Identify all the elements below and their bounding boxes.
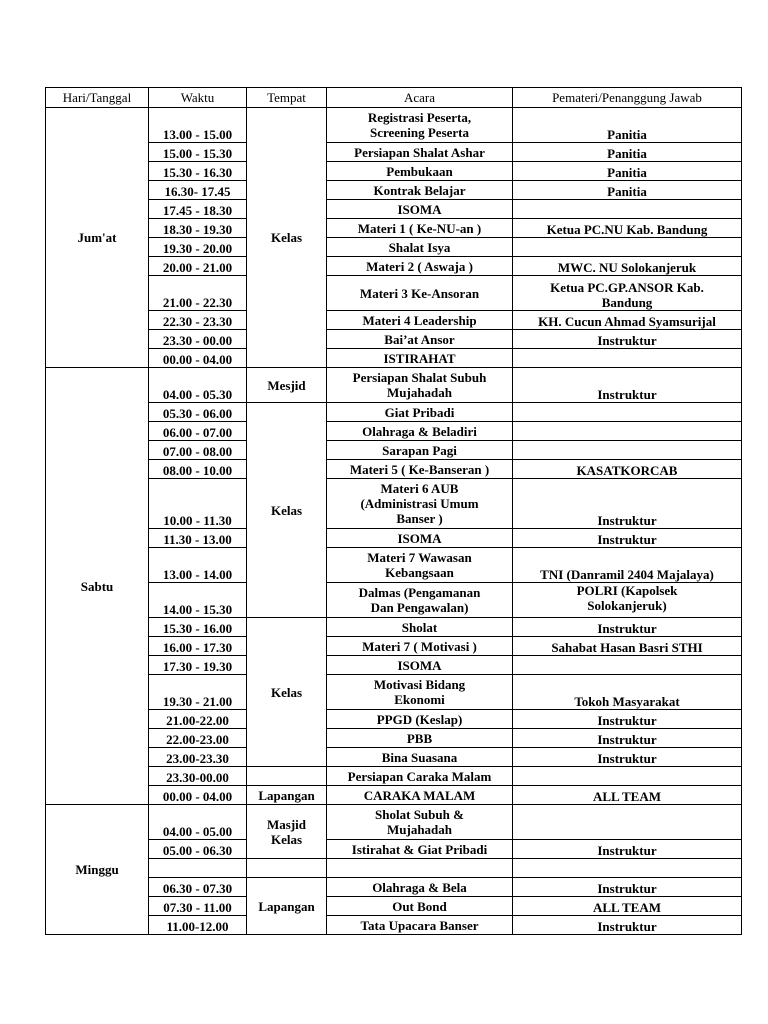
cell-text: Materi 2 ( Aswaja ) bbox=[366, 258, 473, 274]
cell-text: KASATKORCAB bbox=[576, 463, 678, 478]
place-kelas: Kelas bbox=[247, 403, 327, 618]
pemateri-cell bbox=[513, 403, 742, 422]
cell-text: TNI (Danramil 2404 Majalaya) bbox=[540, 567, 714, 582]
cell-text: KH. Cucun Ahmad Syamsurijal bbox=[538, 314, 716, 329]
waktu-cell: 15.30 - 16.00 bbox=[149, 618, 247, 637]
header-row bbox=[46, 88, 742, 108]
place-kelas: Kelas bbox=[247, 108, 327, 368]
header-waktu: Waktu bbox=[149, 88, 247, 108]
cell-text: Instruktur bbox=[597, 532, 657, 547]
table-row bbox=[46, 238, 742, 257]
waktu-cell: 22.00-23.00 bbox=[149, 729, 247, 748]
pemateri-cell bbox=[513, 840, 742, 859]
pemateri-cell bbox=[513, 548, 742, 583]
table-row bbox=[46, 403, 742, 422]
table-row bbox=[46, 710, 742, 729]
acara-cell bbox=[327, 675, 513, 710]
waktu-cell: 19.30 - 20.00 bbox=[149, 238, 247, 257]
table-row bbox=[46, 162, 742, 181]
acara-cell bbox=[327, 748, 513, 767]
waktu-cell: 17.30 - 19.30 bbox=[149, 656, 247, 675]
table-row bbox=[46, 675, 742, 710]
cell-text: Istirahat & Giat Pribadi bbox=[351, 841, 488, 857]
cell-text: Panitia bbox=[607, 184, 647, 199]
cell-text: Panitia bbox=[607, 127, 647, 142]
pemateri-cell bbox=[513, 460, 742, 479]
waktu-cell: 07.30 - 11.00 bbox=[149, 897, 247, 916]
acara-cell bbox=[327, 441, 513, 460]
waktu-cell: 23.00-23.30 bbox=[149, 748, 247, 767]
acara-cell bbox=[327, 162, 513, 181]
cell-text: Mujahadah bbox=[386, 822, 453, 837]
cell-text: Banser ) bbox=[396, 511, 443, 526]
cell-text: Olahraga & Beladiri bbox=[362, 423, 477, 439]
pemateri-cell bbox=[513, 805, 742, 840]
acara-cell bbox=[327, 330, 513, 349]
table-row bbox=[46, 786, 742, 805]
cell-text: Instruktur bbox=[597, 732, 657, 747]
acara-cell bbox=[327, 916, 513, 935]
table-row bbox=[46, 311, 742, 330]
cell-text: Instruktur bbox=[597, 621, 657, 636]
cell-text: Ketua PC.GP.ANSOR Kab. bbox=[550, 280, 704, 295]
waktu-cell: 00.00 - 04.00 bbox=[149, 786, 247, 805]
table-row bbox=[46, 257, 742, 276]
place-mesjid: Mesjid bbox=[247, 368, 327, 403]
waktu-cell: 13.00 - 14.00 bbox=[149, 548, 247, 583]
table-row bbox=[46, 840, 742, 859]
acara-cell bbox=[327, 181, 513, 200]
pemateri-cell bbox=[513, 859, 742, 878]
cell-text: Dan Pengawalan) bbox=[370, 600, 469, 615]
waktu-cell: 10.00 - 11.30 bbox=[149, 479, 247, 529]
waktu-cell: 00.00 - 04.00 bbox=[149, 349, 247, 368]
cell-text: Materi 7 Wawasan bbox=[367, 550, 472, 565]
pemateri-cell bbox=[513, 618, 742, 637]
waktu-cell: 05.30 - 06.00 bbox=[149, 403, 247, 422]
pemateri-cell bbox=[513, 878, 742, 897]
waktu-cell: 23.30 - 00.00 bbox=[149, 330, 247, 349]
schedule-table bbox=[45, 87, 742, 935]
table-row bbox=[46, 583, 742, 618]
acara-cell bbox=[327, 656, 513, 675]
table-row bbox=[46, 143, 742, 162]
acara-cell bbox=[327, 311, 513, 330]
cell-text: Instruktur bbox=[597, 387, 657, 402]
pemateri-cell bbox=[513, 422, 742, 441]
table-row bbox=[46, 276, 742, 311]
pemateri-cell bbox=[513, 181, 742, 200]
acara-cell bbox=[327, 219, 513, 238]
waktu-cell: 15.00 - 15.30 bbox=[149, 143, 247, 162]
cell-text: CARAKA MALAM bbox=[363, 787, 476, 803]
cell-text: Instruktur bbox=[597, 843, 657, 858]
pemateri-cell bbox=[513, 143, 742, 162]
table-row bbox=[46, 422, 742, 441]
cell-text: Panitia bbox=[607, 146, 647, 161]
table-row bbox=[46, 108, 742, 143]
waktu-cell bbox=[149, 859, 247, 878]
table-row bbox=[46, 897, 742, 916]
pemateri-cell bbox=[513, 786, 742, 805]
cell-text: ISOMA bbox=[397, 657, 442, 673]
table-row bbox=[46, 529, 742, 548]
waktu-cell: 07.00 - 08.00 bbox=[149, 441, 247, 460]
pemateri-cell bbox=[513, 276, 742, 311]
acara-cell bbox=[327, 618, 513, 637]
table-row bbox=[46, 200, 742, 219]
waktu-cell: 06.30 - 07.30 bbox=[149, 878, 247, 897]
cell-text: Out Bond bbox=[392, 898, 447, 914]
pemateri-cell bbox=[513, 529, 742, 548]
waktu-cell: 04.00 - 05.30 bbox=[149, 368, 247, 403]
pemateri-cell bbox=[513, 330, 742, 349]
cell-text: Persiapan Caraka Malam bbox=[347, 768, 492, 784]
cell-text: Screening Peserta bbox=[369, 125, 470, 140]
pemateri-cell bbox=[513, 219, 742, 238]
pemateri-cell bbox=[513, 729, 742, 748]
acara-cell bbox=[327, 200, 513, 219]
cell-text: Sahabat Hasan Basri STHI bbox=[551, 640, 703, 655]
table-row bbox=[46, 618, 742, 637]
pemateri-cell bbox=[513, 108, 742, 143]
acara-cell bbox=[327, 403, 513, 422]
pemateri-cell bbox=[513, 238, 742, 257]
place-lapangan: Lapangan bbox=[247, 878, 327, 935]
acara-cell bbox=[327, 786, 513, 805]
table-row bbox=[46, 330, 742, 349]
table-row bbox=[46, 729, 742, 748]
acara-cell bbox=[327, 583, 513, 618]
cell-text: Panitia bbox=[607, 165, 647, 180]
pemateri-cell bbox=[513, 637, 742, 656]
waktu-cell: 15.30 - 16.30 bbox=[149, 162, 247, 181]
schedule-body bbox=[46, 108, 742, 935]
acara-cell bbox=[327, 257, 513, 276]
pemateri-cell bbox=[513, 583, 742, 618]
cell-text: PPGD (Keslap) bbox=[376, 711, 463, 727]
table-row bbox=[46, 805, 742, 840]
acara-cell bbox=[327, 422, 513, 441]
cell-text: ALL TEAM bbox=[592, 900, 662, 915]
acara-cell bbox=[327, 805, 513, 840]
table-row bbox=[46, 748, 742, 767]
acara-cell bbox=[327, 548, 513, 583]
waktu-cell: 04.00 - 05.00 bbox=[149, 805, 247, 840]
pemateri-cell bbox=[513, 349, 742, 368]
cell-text: Mujahadah bbox=[386, 385, 453, 400]
cell-text: Shalat Isya bbox=[388, 239, 451, 255]
pemateri-cell bbox=[513, 257, 742, 276]
cell-text: Materi 1 ( Ke-NU-an ) bbox=[357, 220, 482, 236]
acara-cell bbox=[327, 897, 513, 916]
cell-text: Materi 5 ( Ke-Banseran ) bbox=[349, 461, 490, 477]
cell-text: Instruktur bbox=[597, 333, 657, 348]
place-kelas: Kelas bbox=[247, 618, 327, 767]
cell-text: Persiapan Shalat Subuh bbox=[352, 370, 487, 385]
place-masjid-kelas bbox=[247, 805, 327, 859]
cell-text: Solokanjeruk) bbox=[587, 598, 667, 613]
acara-cell bbox=[327, 767, 513, 786]
table-row bbox=[46, 767, 742, 786]
waktu-cell: 11.30 - 13.00 bbox=[149, 529, 247, 548]
pemateri-cell bbox=[513, 748, 742, 767]
acara-cell bbox=[327, 276, 513, 311]
cell-text: (Administrasi Umum bbox=[360, 496, 479, 511]
cell-text: Persiapan Shalat Ashar bbox=[354, 144, 485, 160]
waktu-cell: 16.30- 17.45 bbox=[149, 181, 247, 200]
acara-cell bbox=[327, 729, 513, 748]
place-lapangan: Lapangan bbox=[247, 786, 327, 805]
acara-cell bbox=[327, 108, 513, 143]
cell-text: Materi 7 ( Motivasi ) bbox=[362, 638, 477, 654]
cell-text: Tokoh Masyarakat bbox=[574, 694, 680, 709]
header-tempat: Tempat bbox=[247, 88, 327, 108]
cell-text: ISTIRAHAT bbox=[383, 350, 456, 366]
cell-text: Bai’at Ansor bbox=[384, 331, 455, 347]
table-row bbox=[46, 368, 742, 403]
pemateri-cell bbox=[513, 897, 742, 916]
table-row bbox=[46, 916, 742, 935]
table-row bbox=[46, 219, 742, 238]
table-row bbox=[46, 460, 742, 479]
acara-cell bbox=[327, 143, 513, 162]
cell-text: Bandung bbox=[601, 295, 653, 310]
place-empty bbox=[247, 767, 327, 786]
cell-text: Materi 6 AUB bbox=[380, 481, 459, 496]
header-acara: Acara bbox=[327, 88, 513, 108]
cell-text: Instruktur bbox=[597, 751, 657, 766]
cell-text: Kelas bbox=[270, 831, 303, 847]
pemateri-cell bbox=[513, 311, 742, 330]
cell-text: POLRI (Kapolsek bbox=[576, 583, 678, 598]
cell-text: Sholat Subuh & bbox=[375, 807, 464, 822]
cell-text: PBB bbox=[406, 730, 433, 746]
cell-text: MWC. NU Solokanjeruk bbox=[557, 260, 697, 275]
cell-text: Ketua PC.NU Kab. Bandung bbox=[546, 222, 708, 237]
pemateri-cell bbox=[513, 675, 742, 710]
table-row bbox=[46, 548, 742, 583]
pemateri-cell bbox=[513, 656, 742, 675]
waktu-cell: 19.30 - 21.00 bbox=[149, 675, 247, 710]
cell-text: ALL TEAM bbox=[592, 789, 662, 804]
pemateri-cell bbox=[513, 162, 742, 181]
cell-text: Giat Pribadi bbox=[384, 404, 455, 420]
waktu-cell: 18.30 - 19.30 bbox=[149, 219, 247, 238]
cell-text: ISOMA bbox=[397, 530, 442, 546]
waktu-cell: 11.00-12.00 bbox=[149, 916, 247, 935]
cell-text: Kontrak Belajar bbox=[373, 182, 466, 198]
table-row bbox=[46, 637, 742, 656]
acara-cell bbox=[327, 529, 513, 548]
waktu-cell: 17.45 - 18.30 bbox=[149, 200, 247, 219]
header-pemateri: Pemateri/Penanggung Jawab bbox=[513, 88, 742, 108]
waktu-cell: 23.30-00.00 bbox=[149, 767, 247, 786]
day-minggu: Minggu bbox=[46, 805, 149, 935]
waktu-cell: 21.00 - 22.30 bbox=[149, 276, 247, 311]
header-hari: Hari/Tanggal bbox=[46, 88, 149, 108]
pemateri-cell bbox=[513, 368, 742, 403]
acara-cell bbox=[327, 238, 513, 257]
pemateri-cell bbox=[513, 710, 742, 729]
acara-cell bbox=[327, 479, 513, 529]
cell-text: Ekonomi bbox=[394, 692, 445, 707]
cell-text: Pembukaan bbox=[386, 163, 453, 179]
cell-text: Masjid bbox=[267, 816, 306, 832]
cell-text: Bina Suasana bbox=[381, 749, 458, 765]
acara-cell bbox=[327, 637, 513, 656]
acara-cell bbox=[327, 349, 513, 368]
pemateri-cell bbox=[513, 916, 742, 935]
table-row bbox=[46, 181, 742, 200]
waktu-cell: 06.00 - 07.00 bbox=[149, 422, 247, 441]
cell-text: Instruktur bbox=[597, 513, 657, 528]
waktu-cell: 22.30 - 23.30 bbox=[149, 311, 247, 330]
pemateri-cell bbox=[513, 767, 742, 786]
acara-cell bbox=[327, 878, 513, 897]
cell-text: Dalmas (Pengamanan bbox=[358, 585, 481, 600]
acara-cell bbox=[327, 368, 513, 403]
waktu-cell: 08.00 - 10.00 bbox=[149, 460, 247, 479]
day-jumat: Jum'at bbox=[46, 108, 149, 368]
pemateri-cell bbox=[513, 441, 742, 460]
cell-text: Instruktur bbox=[597, 713, 657, 728]
cell-text: Materi 4 Leadership bbox=[362, 312, 477, 328]
cell-text: Sholat bbox=[401, 619, 438, 635]
waktu-cell: 16.00 - 17.30 bbox=[149, 637, 247, 656]
place-empty bbox=[247, 859, 327, 878]
cell-text: Tata Upacara Banser bbox=[360, 917, 479, 933]
waktu-cell: 13.00 - 15.00 bbox=[149, 108, 247, 143]
acara-cell bbox=[327, 859, 513, 878]
cell-text: Registrasi Peserta, bbox=[367, 110, 472, 125]
table-row bbox=[46, 441, 742, 460]
pemateri-cell bbox=[513, 200, 742, 219]
table-row bbox=[46, 878, 742, 897]
cell-text: Olahraga & Bela bbox=[372, 879, 467, 895]
waktu-cell: 14.00 - 15.30 bbox=[149, 583, 247, 618]
acara-cell bbox=[327, 840, 513, 859]
cell-text: Instruktur bbox=[597, 881, 657, 896]
table-row bbox=[46, 479, 742, 529]
cell-text: Motivasi Bidang bbox=[373, 677, 466, 692]
waktu-cell: 21.00-22.00 bbox=[149, 710, 247, 729]
table-row bbox=[46, 656, 742, 675]
cell-text: ISOMA bbox=[397, 201, 442, 217]
cell-text: Sarapan Pagi bbox=[382, 442, 457, 458]
waktu-cell: 05.00 - 06.30 bbox=[149, 840, 247, 859]
cell-text: Materi 3 Ke-Ansoran bbox=[359, 285, 480, 301]
table-row bbox=[46, 859, 742, 878]
acara-cell bbox=[327, 460, 513, 479]
table-row bbox=[46, 349, 742, 368]
cell-text: Kebangsaan bbox=[385, 565, 454, 580]
acara-cell bbox=[327, 710, 513, 729]
day-sabtu: Sabtu bbox=[46, 368, 149, 805]
pemateri-cell bbox=[513, 479, 742, 529]
waktu-cell: 20.00 - 21.00 bbox=[149, 257, 247, 276]
cell-text: Instruktur bbox=[597, 919, 657, 934]
